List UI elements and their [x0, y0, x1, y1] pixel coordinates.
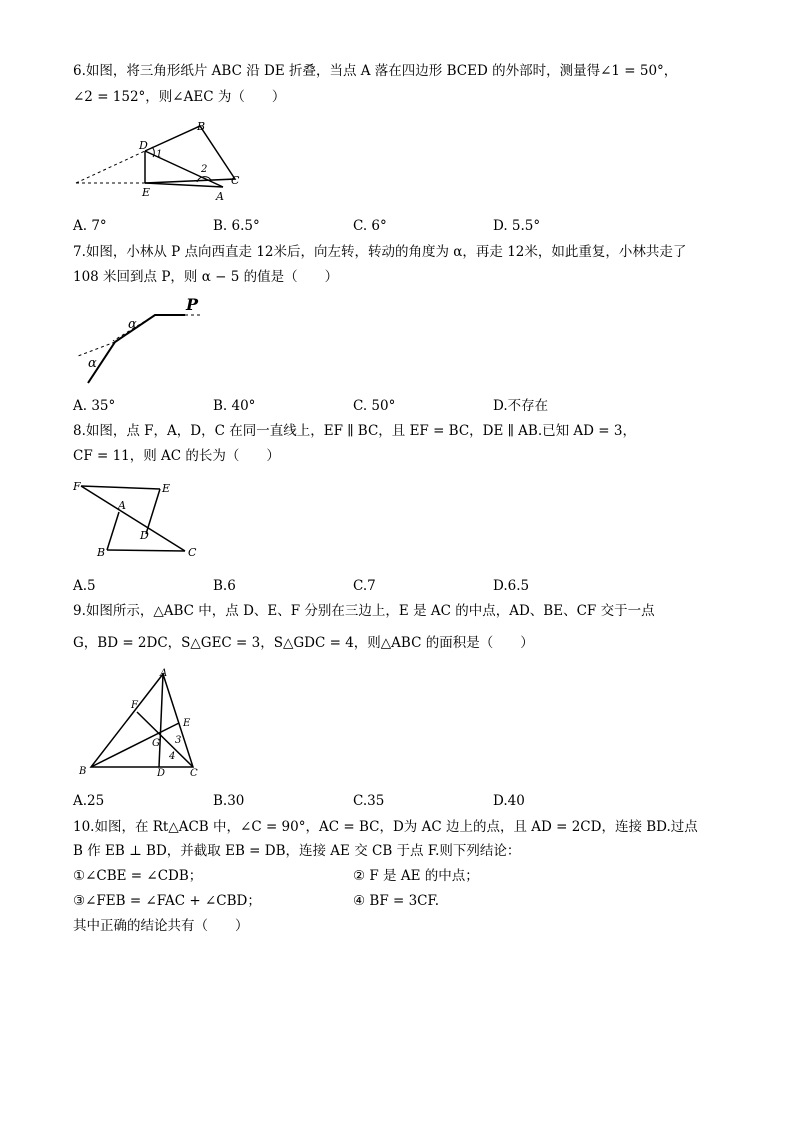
q10-conclusion-1: ①∠CBE = ∠CDB； [73, 868, 203, 884]
q8-label-e: E [162, 482, 171, 495]
q9-label-c: C [190, 768, 198, 779]
q6-label-c: C [231, 174, 240, 187]
q6-label-b: B [197, 120, 206, 133]
q6-label-a: A [216, 190, 224, 203]
q9-label-3: 3 [175, 735, 182, 746]
q9-option-c: C.35 [353, 793, 385, 809]
q9-label-d: D [157, 768, 166, 779]
q8-label-a: A [118, 499, 126, 512]
q6-label-1: 1 [156, 149, 163, 160]
q7-option-b: B. 40° [213, 398, 256, 414]
q9-option-d: D.40 [493, 793, 525, 809]
q8-label-d: D [140, 529, 149, 542]
q6-label-e: E [142, 186, 151, 199]
q10-text-line1: 10.如图，在 Rt△ACB 中，∠C = 90°，AC = BC，D为 AC 边上的点，且 AD = 2CD，连接 BD.过点 [73, 819, 698, 835]
q8-segment-bc [107, 550, 185, 551]
q6-label-d: D [139, 139, 148, 152]
q8-segment-ed [146, 489, 160, 534]
q9-option-b: B.30 [213, 793, 245, 809]
q7-option-d: D.不存在 [493, 398, 549, 414]
q8-text-line2: CF = 11，则 AC 的长为（ ） [73, 448, 280, 464]
q10-text-line3: 其中正确的结论共有（ ） [73, 918, 249, 934]
q9-text-line2: G，BD = 2DC，S△GEC = 3，S△GDC = 4，则△ABC 的面积是（ ） [73, 635, 534, 651]
q9-label-e: E [183, 718, 191, 729]
q8-option-b: B.6 [213, 578, 236, 594]
q9-label-4: 4 [169, 751, 176, 762]
q9-text-line1: 9.如图所示，△ABC 中，点 D、E、F 分别在三边上，E 是 AC 的中点，AD、BE、CF 交于一点 [73, 603, 655, 619]
q9-label-f: F [131, 700, 138, 711]
q10-conclusion-4: ④ BF = 3CF. [353, 893, 440, 909]
q8-text-line1: 8.如图，点 F，A，D，C 在同一直线上，EF ∥ BC，且 EF = BC，DE ∥ AB.已知 AD = 3， [73, 423, 636, 439]
q8-label-c: C [188, 546, 197, 559]
q7-label-p: P [186, 295, 199, 314]
q7-label-alpha-2: α [88, 356, 97, 371]
q8-label-b: B [97, 546, 106, 559]
q9-label-a: A [160, 668, 168, 679]
q7-label-alpha-1: α [128, 317, 137, 332]
q7-figure [73, 293, 208, 385]
q6-option-a: A. 7° [73, 218, 107, 234]
q6-text-line1: 6.如图，将三角形纸片 ABC 沿 DE 折叠，当点 A 落在四边形 BCED 的外部时，测量得∠1 = 50°， [73, 63, 678, 79]
q6-option-d: D. 5.5° [493, 218, 541, 234]
q8-option-d: D.6.5 [493, 578, 530, 594]
q8-label-f: F [73, 480, 81, 493]
q7-text-line1: 7.如图，小林从 P 点向西直走 12米后，向左转，转动的角度为 α，再走 12米，如此重复，小林共走了 [73, 244, 687, 260]
q9-segment-ad [159, 674, 163, 767]
q7-option-a: A. 35° [73, 398, 116, 414]
q8-line-fc [81, 486, 185, 551]
q7-text-line2: 108 米回到点 P，则 α − 5 的值是（ ） [73, 269, 339, 285]
q6-option-b: B. 6.5° [213, 218, 260, 234]
q9-figure [73, 666, 208, 781]
q8-option-a: A.5 [73, 578, 96, 594]
q6-text-line2: ∠2 = 152°，则∠AEC 为（ ） [73, 89, 286, 105]
q6-option-c: C. 6° [353, 218, 387, 234]
q8-segment-fe [81, 486, 160, 489]
q9-option-a: A.25 [73, 793, 105, 809]
q9-segment-be [91, 723, 182, 767]
q6-figure [73, 116, 248, 206]
q9-triangle-abc [91, 674, 193, 767]
q7-option-c: C. 50° [353, 398, 396, 414]
q6-dashed-da [76, 151, 145, 183]
q10-text-line2: B 作 EB ⊥ BD，并截取 EB = DB，连接 AE 交 CB 于点 F.则下列结论： [73, 843, 521, 859]
q8-figure [73, 477, 208, 562]
q8-segment-ab [107, 512, 119, 550]
q8-option-c: C.7 [353, 578, 376, 594]
q10-conclusion-2: ② F 是 AE 的中点； [353, 868, 479, 884]
q6-segment-ea [145, 183, 223, 187]
q6-label-2: 2 [201, 164, 208, 175]
q9-label-g: G [152, 738, 160, 749]
q9-label-b: B [79, 766, 87, 777]
q10-conclusion-3: ③∠FEB = ∠FAC + ∠CBD； [73, 893, 261, 909]
